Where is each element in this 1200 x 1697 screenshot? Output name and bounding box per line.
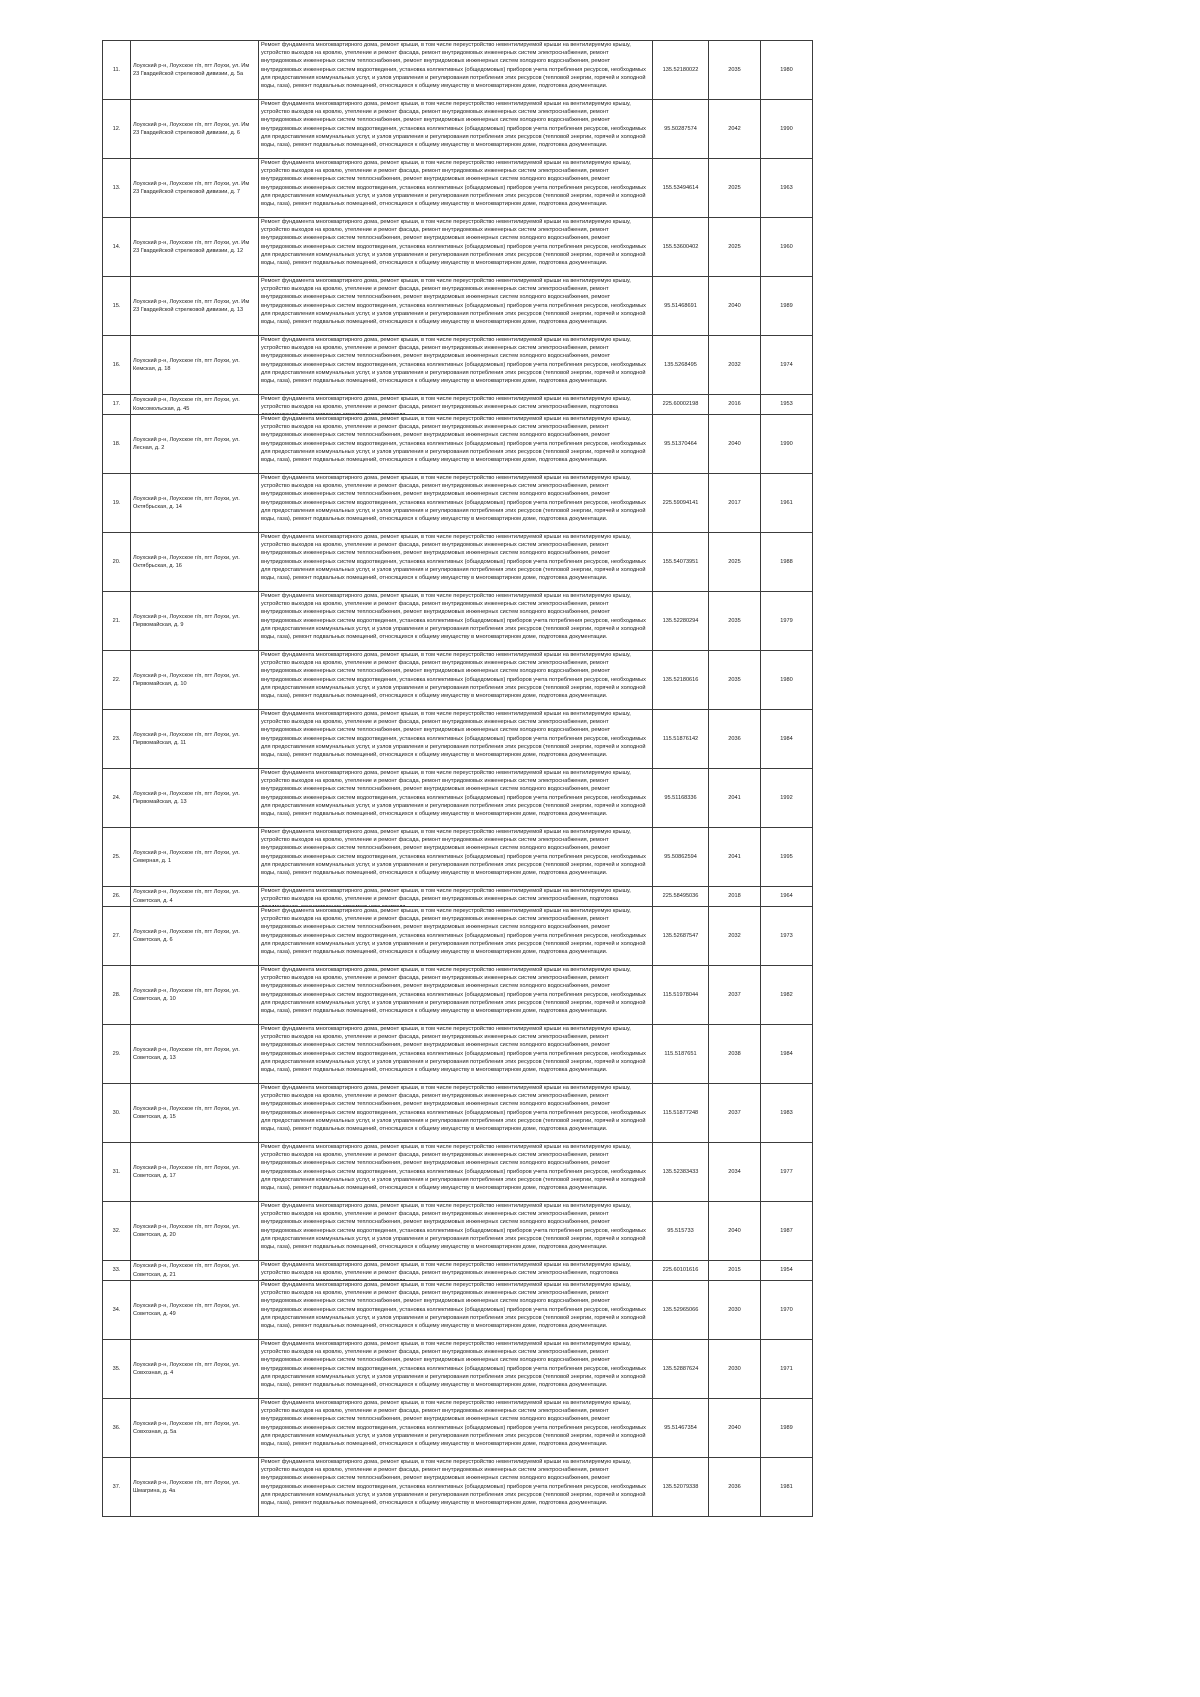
- works-cell: [259, 218, 653, 277]
- works-cell: [259, 533, 653, 592]
- planned-year-cell: 2025: [709, 218, 761, 277]
- cost-cell: 135.52180022: [653, 41, 709, 100]
- cost-cell: 135.52280294: [653, 592, 709, 651]
- address-cell: Лоухский р-н, Лоухское г/п, пгт Лоухи, ул. Комсомольская, д. 45: [131, 395, 259, 415]
- address-cell: Лоухский р-н, Лоухское г/п, пгт Лоухи, ул. Первомайская, д. 9: [131, 592, 259, 651]
- address-cell: Лоухский р-н, Лоухское г/п, пгт Лоухи, ул. Шмагрина, д. 4а: [131, 1458, 259, 1517]
- table-row: [103, 41, 813, 100]
- table-row: [103, 887, 813, 907]
- works-cell: [259, 277, 653, 336]
- address-cell: Лоухский р-н, Лоухское г/п, пгт Лоухи, ул. Им 23 Гвардейской стрелковой дивизии, д. 6: [131, 100, 259, 159]
- cost-cell: 135.52965066: [653, 1281, 709, 1340]
- row-number: 13.: [103, 159, 131, 218]
- row-number: 28.: [103, 966, 131, 1025]
- planned-year-cell: 2035: [709, 592, 761, 651]
- works-description: Ремонт фундамента многоквартирного дома, ремонт крыши, в том числе переустройство невентилируемой крыши на вентилируемую крышу, устройство выходов на кровлю, утепление и ремонт фасада, ремонт внутридомовых инженерных систем электроснабжения, ремонт внутридомовых инженерных систем теплоснабжения, ремонт внутридомовых инженерных систем холодного водоснабжения, ремонт внутридомовых инженерных систем водоотведения, установка коллективных (общедомовых) приборов учета потребления ресурсов, необходимых для предоставления коммунальных услуг, и узлов управления и регулирования потребления этих ресурсов (тепловой энергии, горячей и холодной воды, газа), ремонт подвальных помещений, относящихся к общему имуществу в многоквартирном доме, подготовка документации.: [261, 534, 646, 582]
- row-number: 37.: [103, 1458, 131, 1517]
- table-row: [103, 1025, 813, 1084]
- works-cell: [259, 1399, 653, 1458]
- works-description: Ремонт фундамента многоквартирного дома, ремонт крыши, в том числе переустройство невентилируемой крыши на вентилируемую крышу, устройство выходов на кровлю, утепление и ремонт фасада, ремонт внутридомовых инженерных систем электроснабжения, ремонт внутридомовых инженерных систем теплоснабжения, ремонт внутридомовых инженерных систем холодного водоснабжения, ремонт внутридомовых инженерных систем водоотведения, установка коллективных (общедомовых) приборов учета потребления ресурсов, необходимых для предоставления коммунальных услуг, и узлов управления и регулирования потребления этих ресурсов (тепловой энергии, горячей и холодной воды, газа), ремонт подвальных помещений, относящихся к общему имуществу в многоквартирном доме, подготовка документации.: [261, 967, 646, 1015]
- works-cell: [259, 651, 653, 710]
- works-cell: [259, 415, 653, 474]
- works-cell: [259, 828, 653, 887]
- address-cell: Лоухский р-н, Лоухское г/п, пгт Лоухи, ул. Октябрьская, д. 16: [131, 533, 259, 592]
- table-row: [103, 1202, 813, 1261]
- table-row: [103, 1143, 813, 1202]
- cost-cell: 95.51468691: [653, 277, 709, 336]
- address-cell: Лоухский р-н, Лоухское г/п, пгт Лоухи, ул. Советская, д. 10: [131, 966, 259, 1025]
- address-cell: Лоухский р-н, Лоухское г/п, пгт Лоухи, ул. Им 23 Гвардейской стрелковой дивизии, д. 5а: [131, 41, 259, 100]
- table-row: [103, 710, 813, 769]
- works-cell: [259, 1458, 653, 1517]
- works-cell: [259, 1202, 653, 1261]
- works-cell: [259, 1143, 653, 1202]
- built-year-cell: 1954: [761, 1261, 813, 1281]
- planned-year-cell: 2017: [709, 474, 761, 533]
- works-cell: [259, 1084, 653, 1143]
- row-number: 27.: [103, 907, 131, 966]
- works-description: Ремонт фундамента многоквартирного дома, ремонт крыши, в том числе переустройство невентилируемой крыши на вентилируемую крышу, устройство выходов на кровлю, утепление и ремонт фасада, ремонт внутридомовых инженерных систем электроснабжения, ремонт внутридомовых инженерных систем теплоснабжения, ремонт внутридомовых инженерных систем холодного водоснабжения, ремонт внутридомовых инженерных систем водоотведения, установка коллективных (общедомовых) приборов учета потребления ресурсов, необходимых для предоставления коммунальных услуг, и узлов управления и регулирования потребления этих ресурсов (тепловой энергии, горячей и холодной воды, газа), ремонт подвальных помещений, относящихся к общему имуществу в многоквартирном доме, подготовка документации.: [261, 278, 646, 326]
- works-description: Ремонт фундамента многоквартирного дома, ремонт крыши, в том числе переустройство невентилируемой крыши на вентилируемую крышу, устройство выходов на кровлю, утепление и ремонт фасада, ремонт внутридомовых инженерных систем электроснабжения, подготовка: [261, 396, 631, 411]
- cost-cell: 95.50862594: [653, 828, 709, 887]
- works-cell: [259, 710, 653, 769]
- cost-cell: 225.58495036: [653, 887, 709, 907]
- built-year-cell: 1971: [761, 1340, 813, 1399]
- address-cell: Лоухский р-н, Лоухское г/п, пгт Лоухи, ул. Советская, д. 21: [131, 1261, 259, 1281]
- works-cell: [259, 966, 653, 1025]
- row-number: 11.: [103, 41, 131, 100]
- works-cell: [259, 159, 653, 218]
- works-description: Ремонт фундамента многоквартирного дома, ремонт крыши, в том числе переустройство невентилируемой крыши на вентилируемую крышу, устройство выходов на кровлю, утепление и ремонт фасада, ремонт внутридомовых инженерных систем электроснабжения, подготовка: [261, 1262, 631, 1277]
- planned-year-cell: 2034: [709, 1143, 761, 1202]
- planned-year-cell: 2016: [709, 395, 761, 415]
- table-row: [103, 277, 813, 336]
- works-cell: [259, 769, 653, 828]
- address-cell: Лоухский р-н, Лоухское г/п, пгт Лоухи, ул. Им 23 Гвардейской стрелковой дивизии, д. 7: [131, 159, 259, 218]
- works-description: Ремонт фундамента многоквартирного дома, ремонт крыши, в том числе переустройство невентилируемой крыши на вентилируемую крышу, устройство выходов на кровлю, утепление и ремонт фасада, ремонт внутридомовых инженерных систем электроснабжения, ремонт внутридомовых инженерных систем теплоснабжения, ремонт внутридомовых инженерных систем холодного водоснабжения, ремонт внутридомовых инженерных систем водоотведения, установка коллективных (общедомовых) приборов учета потребления ресурсов, необходимых для предоставления коммунальных услуг, и узлов управления и регулирования потребления этих ресурсов (тепловой энергии, горячей и холодной воды, газа), ремонт подвальных помещений, относящихся к общему имуществу в многоквартирном доме, подготовка документации.: [261, 711, 646, 759]
- cost-cell: 135.52180616: [653, 651, 709, 710]
- cost-cell: 115.51978044: [653, 966, 709, 1025]
- works-cell: [259, 907, 653, 966]
- table-row: [103, 651, 813, 710]
- planned-year-cell: 2037: [709, 966, 761, 1025]
- row-number: 30.: [103, 1084, 131, 1143]
- cost-cell: 135.52687547: [653, 907, 709, 966]
- table-row: [103, 1084, 813, 1143]
- row-number: 29.: [103, 1025, 131, 1084]
- address-cell: Лоухский р-н, Лоухское г/п, пгт Лоухи, ул. Совхозная, д. 5а: [131, 1399, 259, 1458]
- built-year-cell: 1961: [761, 474, 813, 533]
- built-year-cell: 1992: [761, 769, 813, 828]
- works-cell: [259, 887, 653, 907]
- planned-year-cell: 2025: [709, 533, 761, 592]
- planned-year-cell: 2032: [709, 336, 761, 395]
- built-year-cell: 1980: [761, 41, 813, 100]
- planned-year-cell: 2036: [709, 1458, 761, 1517]
- planned-year-cell: 2035: [709, 41, 761, 100]
- works-description: Ремонт фундамента многоквартирного дома, ремонт крыши, в том числе переустройство невентилируемой крыши на вентилируемую крышу, устройство выходов на кровлю, утепление и ремонт фасада, ремонт внутридомовых инженерных систем электроснабжения, ремонт внутридомовых инженерных систем теплоснабжения, ремонт внутридомовых инженерных систем холодного водоснабжения, ремонт внутридомовых инженерных систем водоотведения, установка коллективных (общедомовых) приборов учета потребления ресурсов, необходимых для предоставления коммунальных услуг, и узлов управления и регулирования потребления этих ресурсов (тепловой энергии, горячей и холодной воды, газа), ремонт подвальных помещений, относящихся к общему имуществу в многоквартирном доме, подготовка документации.: [261, 1085, 646, 1133]
- table-row: [103, 907, 813, 966]
- table-row: [103, 415, 813, 474]
- planned-year-cell: 2015: [709, 1261, 761, 1281]
- row-number: 25.: [103, 828, 131, 887]
- planned-year-cell: 2040: [709, 415, 761, 474]
- table-row: [103, 1458, 813, 1517]
- row-number: 33.: [103, 1261, 131, 1281]
- address-cell: Лоухский р-н, Лоухское г/п, пгт Лоухи, ул. Лесная, д. 2: [131, 415, 259, 474]
- cost-cell: 135.52079338: [653, 1458, 709, 1517]
- row-number: 17.: [103, 395, 131, 415]
- works-description: Ремонт фундамента многоквартирного дома, ремонт крыши, в том числе переустройство невентилируемой крыши на вентилируемую крышу, устройство выходов на кровлю, утепление и ремонт фасада, ремонт внутридомовых инженерных систем электроснабжения, ремонт внутридомовых инженерных систем теплоснабжения, ремонт внутридомовых инженерных систем холодного водоснабжения, ремонт внутридомовых инженерных систем водоотведения, установка коллективных (общедомовых) приборов учета потребления ресурсов, необходимых для предоставления коммунальных услуг, и узлов управления и регулирования потребления этих ресурсов (тепловой энергии, горячей и холодной воды, газа), ремонт подвальных помещений, относящихся к общему имуществу в многоквартирном доме, подготовка документации.: [261, 1203, 646, 1251]
- cost-cell: 95.51168336: [653, 769, 709, 828]
- works-description: Ремонт фундамента многоквартирного дома, ремонт крыши, в том числе переустройство невентилируемой крыши на вентилируемую крышу, устройство выходов на кровлю, утепление и ремонт фасада, ремонт внутридомовых инженерных систем электроснабжения, ремонт внутридомовых инженерных систем теплоснабжения, ремонт внутридомовых инженерных систем холодного водоснабжения, ремонт внутридомовых инженерных систем водоотведения, установка коллективных (общедомовых) приборов учета потребления ресурсов, необходимых для предоставления коммунальных услуг, и узлов управления и регулирования потребления этих ресурсов (тепловой энергии, горячей и холодной воды, газа), ремонт подвальных помещений, относящихся к общему имуществу в многоквартирном доме, подготовка документации.: [261, 416, 646, 464]
- built-year-cell: 1995: [761, 828, 813, 887]
- works-description: Ремонт фундамента многоквартирного дома, ремонт крыши, в том числе переустройство невентилируемой крыши на вентилируемую крышу, устройство выходов на кровлю, утепление и ремонт фасада, ремонт внутридомовых инженерных систем электроснабжения, ремонт внутридомовых инженерных систем теплоснабжения, ремонт внутридомовых инженерных систем холодного водоснабжения, ремонт внутридомовых инженерных систем водоотведения, установка коллективных (общедомовых) приборов учета потребления ресурсов, необходимых для предоставления коммунальных услуг, и узлов управления и регулирования потребления этих ресурсов (тепловой энергии, горячей и холодной воды, газа), ремонт подвальных помещений, относящихся к общему имуществу в многоквартирном доме, подготовка документации.: [261, 652, 646, 700]
- address-cell: Лоухский р-н, Лоухское г/п, пгт Лоухи, ул. Совхозная, д. 4: [131, 1340, 259, 1399]
- planned-year-cell: 2041: [709, 828, 761, 887]
- works-description: Ремонт фундамента многоквартирного дома, ремонт крыши, в том числе переустройство невентилируемой крыши на вентилируемую крышу, устройство выходов на кровлю, утепление и ремонт фасада, ремонт внутридомовых инженерных систем электроснабжения, ремонт внутридомовых инженерных систем теплоснабжения, ремонт внутридомовых инженерных систем холодного водоснабжения, ремонт внутридомовых инженерных систем водоотведения, установка коллективных (общедомовых) приборов учета потребления ресурсов, необходимых для предоставления коммунальных услуг, и узлов управления и регулирования потребления этих ресурсов (тепловой энергии, горячей и холодной воды, газа), ремонт подвальных помещений, относящихся к общему имуществу в многоквартирном доме, подготовка документации.: [261, 1026, 646, 1074]
- row-number: 35.: [103, 1340, 131, 1399]
- built-year-cell: 1963: [761, 159, 813, 218]
- built-year-cell: 1980: [761, 651, 813, 710]
- built-year-cell: 1990: [761, 415, 813, 474]
- table-row: [103, 100, 813, 159]
- works-cell: [259, 100, 653, 159]
- row-number: 16.: [103, 336, 131, 395]
- works-description: Ремонт фундамента многоквартирного дома, ремонт крыши, в том числе переустройство невентилируемой крыши на вентилируемую крышу, устройство выходов на кровлю, утепление и ремонт фасада, ремонт внутридомовых инженерных систем электроснабжения, ремонт внутридомовых инженерных систем теплоснабжения, ремонт внутридомовых инженерных систем холодного водоснабжения, ремонт внутридомовых инженерных систем водоотведения, установка коллективных (общедомовых) приборов учета потребления ресурсов, необходимых для предоставления коммунальных услуг, и узлов управления и регулирования потребления этих ресурсов (тепловой энергии, горячей и холодной воды, газа), ремонт подвальных помещений, относящихся к общему имуществу в многоквартирном доме, подготовка документации.: [261, 1459, 646, 1507]
- works-description: Ремонт фундамента многоквартирного дома, ремонт крыши, в том числе переустройство невентилируемой крыши на вентилируемую крышу, устройство выходов на кровлю, утепление и ремонт фасада, ремонт внутридомовых инженерных систем электроснабжения, ремонт внутридомовых инженерных систем теплоснабжения, ремонт внутридомовых инженерных систем холодного водоснабжения, ремонт внутридомовых инженерных систем водоотведения, установка коллективных (общедомовых) приборов учета потребления ресурсов, необходимых для предоставления коммунальных услуг, и узлов управления и регулирования потребления этих ресурсов (тепловой энергии, горячей и холодной воды, газа), ремонт подвальных помещений, относящихся к общему имуществу в многоквартирном доме, подготовка документации.: [261, 475, 646, 523]
- works-description: Ремонт фундамента многоквартирного дома, ремонт крыши, в том числе переустройство невентилируемой крыши на вентилируемую крышу, устройство выходов на кровлю, утепление и ремонт фасада, ремонт внутридомовых инженерных систем электроснабжения, ремонт внутридомовых инженерных систем теплоснабжения, ремонт внутридомовых инженерных систем холодного водоснабжения, ремонт внутридомовых инженерных систем водоотведения, установка коллективных (общедомовых) приборов учета потребления ресурсов, необходимых для предоставления коммунальных услуг, и узлов управления и регулирования потребления этих ресурсов (тепловой энергии, горячей и холодной воды, газа), ремонт подвальных помещений, относящихся к общему имуществу в многоквартирном доме, подготовка документации.: [261, 593, 646, 641]
- address-cell: Лоухский р-н, Лоухское г/п, пгт Лоухи, ул. Советская, д. 49: [131, 1281, 259, 1340]
- row-number: 15.: [103, 277, 131, 336]
- table-row: [103, 828, 813, 887]
- works-description: Ремонт фундамента многоквартирного дома, ремонт крыши, в том числе переустройство невентилируемой крыши на вентилируемую крышу, устройство выходов на кровлю, утепление и ремонт фасада, ремонт внутридомовых инженерных систем электроснабжения, ремонт внутридомовых инженерных систем теплоснабжения, ремонт внутридомовых инженерных систем холодного водоснабжения, ремонт внутридомовых инженерных систем водоотведения, установка коллективных (общедомовых) приборов учета потребления ресурсов, необходимых для предоставления коммунальных услуг, и узлов управления и регулирования потребления этих ресурсов (тепловой энергии, горячей и холодной воды, газа), ремонт подвальных помещений, относящихся к общему имуществу в многоквартирном доме, подготовка документации.: [261, 829, 646, 877]
- row-number: 20.: [103, 533, 131, 592]
- row-number: 14.: [103, 218, 131, 277]
- address-cell: Лоухский р-н, Лоухское г/п, пгт Лоухи, ул. Им 23 Гвардейской стрелковой дивизии, д. 13: [131, 277, 259, 336]
- works-description: Ремонт фундамента многоквартирного дома, ремонт крыши, в том числе переустройство невентилируемой крыши на вентилируемую крышу, устройство выходов на кровлю, утепление и ремонт фасада, ремонт внутридомовых инженерных систем электроснабжения, ремонт внутридомовых инженерных систем теплоснабжения, ремонт внутридомовых инженерных систем холодного водоснабжения, ремонт внутридомовых инженерных систем водоотведения, установка коллективных (общедомовых) приборов учета потребления ресурсов, необходимых для предоставления коммунальных услуг, и узлов управления и регулирования потребления этих ресурсов (тепловой энергии, горячей и холодной воды, газа), ремонт подвальных помещений, относящихся к общему имуществу в многоквартирном доме, подготовка документации.: [261, 219, 646, 267]
- built-year-cell: 1964: [761, 887, 813, 907]
- row-number: 23.: [103, 710, 131, 769]
- works-description: Ремонт фундамента многоквартирного дома, ремонт крыши, в том числе переустройство невентилируемой крыши на вентилируемую крышу, устройство выходов на кровлю, утепление и ремонт фасада, ремонт внутридомовых инженерных систем электроснабжения, ремонт внутридомовых инженерных систем теплоснабжения, ремонт внутридомовых инженерных систем холодного водоснабжения, ремонт внутридомовых инженерных систем водоотведения, установка коллективных (общедомовых) приборов учета потребления ресурсов, необходимых для предоставления коммунальных услуг, и узлов управления и регулирования потребления этих ресурсов (тепловой энергии, горячей и холодной воды, газа), ремонт подвальных помещений, относящихся к общему имуществу в многоквартирном доме, подготовка документации.: [261, 160, 646, 208]
- cost-cell: 135.52887624: [653, 1340, 709, 1399]
- table-body: [103, 41, 813, 1517]
- works-description: Ремонт фундамента многоквартирного дома, ремонт крыши, в том числе переустройство невентилируемой крыши на вентилируемую крышу, устройство выходов на кровлю, утепление и ремонт фасада, ремонт внутридомовых инженерных систем электроснабжения, ремонт внутридомовых инженерных систем теплоснабжения, ремонт внутридомовых инженерных систем холодного водоснабжения, ремонт внутридомовых инженерных систем водоотведения, установка коллективных (общедомовых) приборов учета потребления ресурсов, необходимых для предоставления коммунальных услуг, и узлов управления и регулирования потребления этих ресурсов (тепловой энергии, горячей и холодной воды, газа), ремонт подвальных помещений, относящихся к общему имуществу в многоквартирном доме, подготовка документации.: [261, 42, 646, 90]
- works-description: Ремонт фундамента многоквартирного дома, ремонт крыши, в том числе переустройство невентилируемой крыши на вентилируемую крышу, устройство выходов на кровлю, утепление и ремонт фасада, ремонт внутридомовых инженерных систем электроснабжения, ремонт внутридомовых инженерных систем теплоснабжения, ремонт внутридомовых инженерных систем холодного водоснабжения, ремонт внутридомовых инженерных систем водоотведения, установка коллективных (общедомовых) приборов учета потребления ресурсов, необходимых для предоставления коммунальных услуг, и узлов управления и регулирования потребления этих ресурсов (тепловой энергии, горячей и холодной воды, газа), ремонт подвальных помещений, относящихся к общему имуществу в многоквартирном доме, подготовка документации.: [261, 1282, 646, 1330]
- cost-cell: 115.51876142: [653, 710, 709, 769]
- cost-cell: 95.51467354: [653, 1399, 709, 1458]
- built-year-cell: 1982: [761, 966, 813, 1025]
- cost-cell: 225.59094141: [653, 474, 709, 533]
- address-cell: Лоухский р-н, Лоухское г/п, пгт Лоухи, ул. Кемская, д. 18: [131, 336, 259, 395]
- table-row: [103, 395, 813, 415]
- cost-cell: 225.60101616: [653, 1261, 709, 1281]
- planned-year-cell: 2030: [709, 1340, 761, 1399]
- built-year-cell: 1981: [761, 1458, 813, 1517]
- row-number: 19.: [103, 474, 131, 533]
- works-cell: [259, 1281, 653, 1340]
- cost-cell: 115.5187651: [653, 1025, 709, 1084]
- row-number: 34.: [103, 1281, 131, 1340]
- cost-cell: 115.51877248: [653, 1084, 709, 1143]
- planned-year-cell: 2036: [709, 710, 761, 769]
- works-cell: [259, 592, 653, 651]
- planned-year-cell: 2025: [709, 159, 761, 218]
- cost-cell: 155.53600402: [653, 218, 709, 277]
- planned-year-cell: 2035: [709, 651, 761, 710]
- built-year-cell: 1953: [761, 395, 813, 415]
- row-number: 36.: [103, 1399, 131, 1458]
- works-description: Ремонт фундамента многоквартирного дома, ремонт крыши, в том числе переустройство невентилируемой крыши на вентилируемую крышу, устройство выходов на кровлю, утепление и ремонт фасада, ремонт внутридомовых инженерных систем электроснабжения, ремонт внутридомовых инженерных систем теплоснабжения, ремонт внутридомовых инженерных систем холодного водоснабжения, ремонт внутридомовых инженерных систем водоотведения, установка коллективных (общедомовых) приборов учета потребления ресурсов, необходимых для предоставления коммунальных услуг, и узлов управления и регулирования потребления этих ресурсов (тепловой энергии, горячей и холодной воды, газа), ремонт подвальных помещений, относящихся к общему имуществу в многоквартирном доме, подготовка документации.: [261, 337, 646, 385]
- table-row: [103, 592, 813, 651]
- table-row: [103, 533, 813, 592]
- cost-cell: 135.5268495: [653, 336, 709, 395]
- works-cell: [259, 1025, 653, 1084]
- row-number: 31.: [103, 1143, 131, 1202]
- row-number: 12.: [103, 100, 131, 159]
- capital-repair-table: [102, 40, 813, 1517]
- address-cell: Лоухский р-н, Лоухское г/п, пгт Лоухи, ул. Советская, д. 6: [131, 907, 259, 966]
- row-number: 24.: [103, 769, 131, 828]
- planned-year-cell: 2040: [709, 1399, 761, 1458]
- works-description: Ремонт фундамента многоквартирного дома, ремонт крыши, в том числе переустройство невентилируемой крыши на вентилируемую крышу, устройство выходов на кровлю, утепление и ремонт фасада, ремонт внутридомовых инженерных систем электроснабжения, ремонт внутридомовых инженерных систем теплоснабжения, ремонт внутридомовых инженерных систем холодного водоснабжения, ремонт внутридомовых инженерных систем водоотведения, установка коллективных (общедомовых) приборов учета потребления ресурсов, необходимых для предоставления коммунальных услуг, и узлов управления и регулирования потребления этих ресурсов (тепловой энергии, горячей и холодной воды, газа), ремонт подвальных помещений, относящихся к общему имуществу в многоквартирном доме, подготовка документации.: [261, 770, 646, 818]
- address-cell: Лоухский р-н, Лоухское г/п, пгт Лоухи, ул. Советская, д. 15: [131, 1084, 259, 1143]
- cost-cell: 135.52383433: [653, 1143, 709, 1202]
- planned-year-cell: 2030: [709, 1281, 761, 1340]
- built-year-cell: 1984: [761, 1025, 813, 1084]
- planned-year-cell: 2018: [709, 887, 761, 907]
- cost-cell: 155.54073951: [653, 533, 709, 592]
- cost-cell: 155.53494614: [653, 159, 709, 218]
- works-description: Ремонт фундамента многоквартирного дома, ремонт крыши, в том числе переустройство невентилируемой крыши на вентилируемую крышу, устройство выходов на кровлю, утепление и ремонт фасада, ремонт внутридомовых инженерных систем электроснабжения, ремонт внутридомовых инженерных систем теплоснабжения, ремонт внутридомовых инженерных систем холодного водоснабжения, ремонт внутридомовых инженерных систем водоотведения, установка коллективных (общедомовых) приборов учета потребления ресурсов, необходимых для предоставления коммунальных услуг, и узлов управления и регулирования потребления этих ресурсов (тепловой энергии, горячей и холодной воды, газа), ремонт подвальных помещений, относящихся к общему имуществу в многоквартирном доме, подготовка документации.: [261, 908, 646, 956]
- built-year-cell: 1984: [761, 710, 813, 769]
- built-year-cell: 1977: [761, 1143, 813, 1202]
- planned-year-cell: 2042: [709, 100, 761, 159]
- address-cell: Лоухский р-н, Лоухское г/п, пгт Лоухи, ул. Первомайская, д. 11: [131, 710, 259, 769]
- address-cell: Лоухский р-н, Лоухское г/п, пгт Лоухи, ул. Северная, д. 1: [131, 828, 259, 887]
- built-year-cell: 1960: [761, 218, 813, 277]
- works-description: Ремонт фундамента многоквартирного дома, ремонт крыши, в том числе переустройство невентилируемой крыши на вентилируемую крышу, устройство выходов на кровлю, утепление и ремонт фасада, ремонт внутридомовых инженерных систем электроснабжения, ремонт внутридомовых инженерных систем теплоснабжения, ремонт внутридомовых инженерных систем холодного водоснабжения, ремонт внутридомовых инженерных систем водоотведения, установка коллективных (общедомовых) приборов учета потребления ресурсов, необходимых для предоставления коммунальных услуг, и узлов управления и регулирования потребления этих ресурсов (тепловой энергии, горячей и холодной воды, газа), ремонт подвальных помещений, относящихся к общему имуществу в многоквартирном доме, подготовка документации.: [261, 1341, 646, 1389]
- table-row: [103, 218, 813, 277]
- built-year-cell: 1988: [761, 533, 813, 592]
- address-cell: Лоухский р-н, Лоухское г/п, пгт Лоухи, ул. Им 23 Гвардейской стрелковой дивизии, д. 12: [131, 218, 259, 277]
- planned-year-cell: 2037: [709, 1084, 761, 1143]
- works-cell: [259, 474, 653, 533]
- built-year-cell: 1989: [761, 1399, 813, 1458]
- planned-year-cell: 2038: [709, 1025, 761, 1084]
- built-year-cell: 1973: [761, 907, 813, 966]
- address-cell: Лоухский р-н, Лоухское г/п, пгт Лоухи, ул. Первомайская, д. 10: [131, 651, 259, 710]
- planned-year-cell: 2032: [709, 907, 761, 966]
- built-year-cell: 1990: [761, 100, 813, 159]
- address-cell: Лоухский р-н, Лоухское г/п, пгт Лоухи, ул. Советская, д. 20: [131, 1202, 259, 1261]
- cost-cell: 225.60002198: [653, 395, 709, 415]
- address-cell: Лоухский р-н, Лоухское г/п, пгт Лоухи, ул. Советская, д. 4: [131, 887, 259, 907]
- built-year-cell: 1983: [761, 1084, 813, 1143]
- address-cell: Лоухский р-н, Лоухское г/п, пгт Лоухи, ул. Первомайская, д. 13: [131, 769, 259, 828]
- table-row: [103, 1340, 813, 1399]
- works-cell: [259, 395, 653, 415]
- address-cell: Лоухский р-н, Лоухское г/п, пгт Лоухи, ул. Советская, д. 13: [131, 1025, 259, 1084]
- row-number: 21.: [103, 592, 131, 651]
- built-year-cell: 1989: [761, 277, 813, 336]
- works-description: Ремонт фундамента многоквартирного дома, ремонт крыши, в том числе переустройство невентилируемой крыши на вентилируемую крышу, устройство выходов на кровлю, утепление и ремонт фасада, ремонт внутридомовых инженерных систем электроснабжения, ремонт внутридомовых инженерных систем теплоснабжения, ремонт внутридомовых инженерных систем холодного водоснабжения, ремонт внутридомовых инженерных систем водоотведения, установка коллективных (общедомовых) приборов учета потребления ресурсов, необходимых для предоставления коммунальных услуг, и узлов управления и регулирования потребления этих ресурсов (тепловой энергии, горячей и холодной воды, газа), ремонт подвальных помещений, относящихся к общему имуществу в многоквартирном доме, подготовка документации.: [261, 1400, 646, 1448]
- works-cell: [259, 1340, 653, 1399]
- built-year-cell: 1970: [761, 1281, 813, 1340]
- works-description: Ремонт фундамента многоквартирного дома, ремонт крыши, в том числе переустройство невентилируемой крыши на вентилируемую крышу, устройство выходов на кровлю, утепление и ремонт фасада, ремонт внутридомовых инженерных систем электроснабжения, ремонт внутридомовых инженерных систем теплоснабжения, ремонт внутридомовых инженерных систем холодного водоснабжения, ремонт внутридомовых инженерных систем водоотведения, установка коллективных (общедомовых) приборов учета потребления ресурсов, необходимых для предоставления коммунальных услуг, и узлов управления и регулирования потребления этих ресурсов (тепловой энергии, горячей и холодной воды, газа), ремонт подвальных помещений, относящихся к общему имуществу в многоквартирном доме, подготовка документации.: [261, 1144, 646, 1192]
- table-row: [103, 474, 813, 533]
- cost-cell: 95.51370464: [653, 415, 709, 474]
- cost-cell: 95.515733: [653, 1202, 709, 1261]
- table-row: [103, 1399, 813, 1458]
- table-row: [103, 159, 813, 218]
- cost-cell: 95.50287574: [653, 100, 709, 159]
- row-number: 22.: [103, 651, 131, 710]
- planned-year-cell: 2040: [709, 1202, 761, 1261]
- table-row: [103, 1281, 813, 1340]
- works-description: Ремонт фундамента многоквартирного дома, ремонт крыши, в том числе переустройство невентилируемой крыши на вентилируемую крышу, устройство выходов на кровлю, утепление и ремонт фасада, ремонт внутридомовых инженерных систем электроснабжения, подготовка: [261, 888, 631, 903]
- row-number: 26.: [103, 887, 131, 907]
- table-row: [103, 769, 813, 828]
- row-number: 18.: [103, 415, 131, 474]
- table-row: [103, 966, 813, 1025]
- address-cell: Лоухский р-н, Лоухское г/п, пгт Лоухи, ул. Советская, д. 17: [131, 1143, 259, 1202]
- address-cell: Лоухский р-н, Лоухское г/п, пгт Лоухи, ул. Октябрьская, д. 14: [131, 474, 259, 533]
- table-row: [103, 1261, 813, 1281]
- built-year-cell: 1987: [761, 1202, 813, 1261]
- row-number: 32.: [103, 1202, 131, 1261]
- planned-year-cell: 2040: [709, 277, 761, 336]
- works-cell: [259, 41, 653, 100]
- works-description: Ремонт фундамента многоквартирного дома, ремонт крыши, в том числе переустройство невентилируемой крыши на вентилируемую крышу, устройство выходов на кровлю, утепление и ремонт фасада, ремонт внутридомовых инженерных систем электроснабжения, ремонт внутридомовых инженерных систем теплоснабжения, ремонт внутридомовых инженерных систем холодного водоснабжения, ремонт внутридомовых инженерных систем водоотведения, установка коллективных (общедомовых) приборов учета потребления ресурсов, необходимых для предоставления коммунальных услуг, и узлов управления и регулирования потребления этих ресурсов (тепловой энергии, горячей и холодной воды, газа), ремонт подвальных помещений, относящихся к общему имуществу в многоквартирном доме, подготовка документации.: [261, 101, 646, 149]
- planned-year-cell: 2041: [709, 769, 761, 828]
- works-cell: [259, 336, 653, 395]
- works-cell: [259, 1261, 653, 1281]
- built-year-cell: 1979: [761, 592, 813, 651]
- table-row: [103, 336, 813, 395]
- built-year-cell: 1974: [761, 336, 813, 395]
